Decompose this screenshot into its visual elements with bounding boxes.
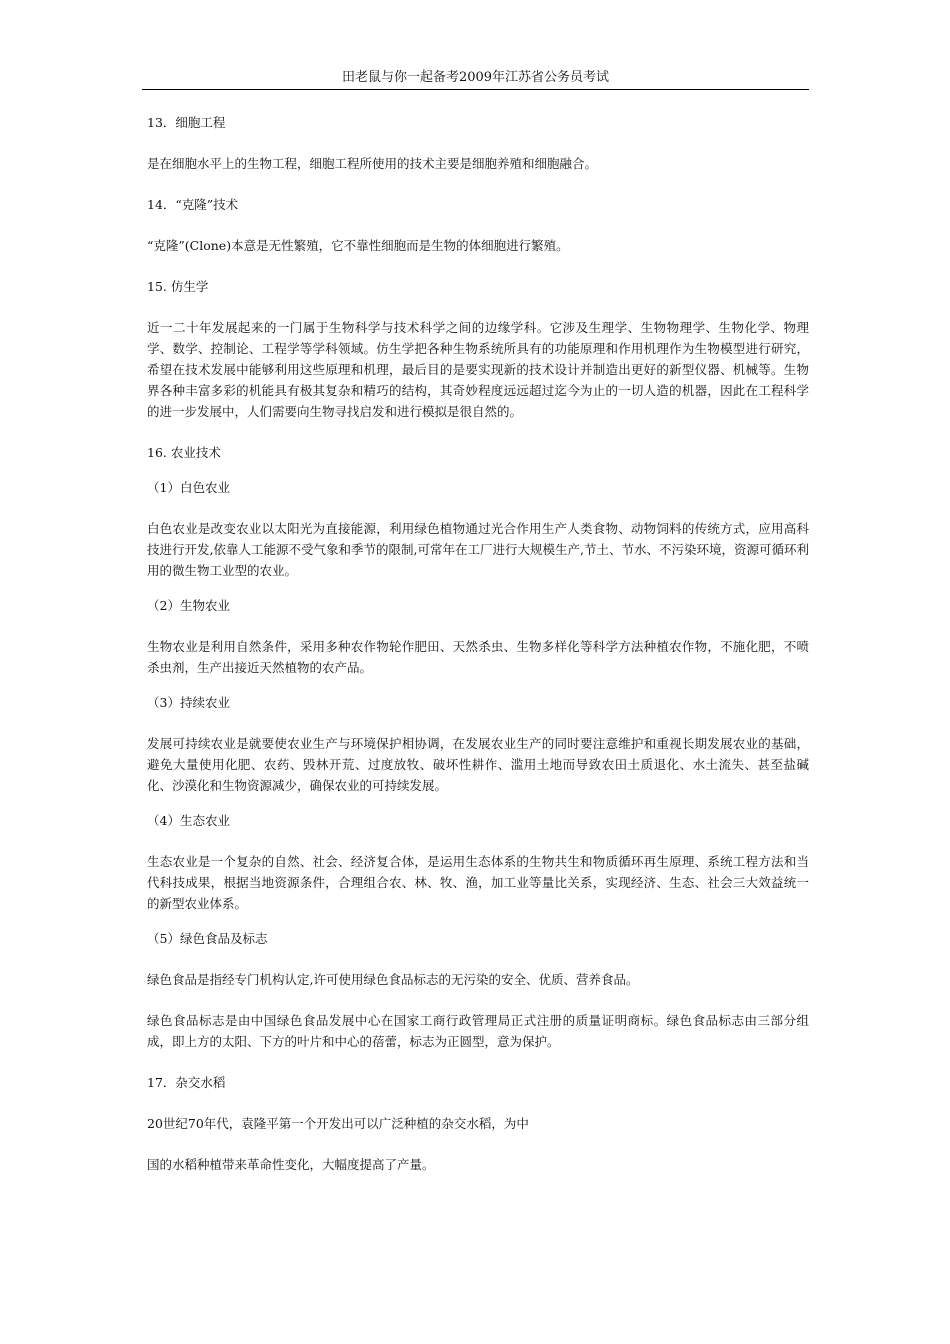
heading-cloning: 14．“克隆”技术: [147, 197, 239, 212]
heading-hybrid-rice: 17．杂交水稻: [147, 1075, 226, 1090]
paragraph-eco-agri: 生态农业是一个复杂的自然、社会、经济复合体，是运用生态体系的生物共生和物质循环再生原理、系统工程方法和当代科技成果，根据当地资源条件，合理组合农、林、牧、渔，加工业等量比关系，实现经济、生态、社会三大效益统一的新型农业体系。: [147, 854, 809, 911]
document-body: [147, 112, 809, 1195]
paragraph-green-food: 绿色食品是指经专门机构认定,许可使用绿色食品标志的无污染的安全、优质、营养食品。: [147, 972, 639, 987]
subheading-sustainable-agri: （3）持续农业: [147, 695, 230, 710]
subheading-bio-agri: （2）生物农业: [147, 598, 230, 613]
paragraph-cloning: “克隆”(Clone)本意是无性繁殖，它不靠性细胞而是生物的体细胞进行繁殖。: [147, 238, 569, 253]
paragraph-white-agri: 白色农业是改变农业以太阳光为直接能源，利用绿色植物通过光合作用生产人类食物、动物饲料的传统方式，应用高科技进行开发,依靠人工能源不受气象和季节的限制,可常年在工厂进行大规模生产,节土、节水、不污染环境，资源可循环利用的微生物工业型的农业。: [147, 521, 809, 578]
heading-bionics: 15. 仿生学: [147, 279, 209, 294]
heading-cell-engineering: 13．细胞工程: [147, 115, 226, 130]
paragraph-hybrid-rice-1: 20世纪70年代，袁隆平第一个开发出可以广泛种植的杂交水稻，为中: [147, 1116, 529, 1131]
paragraph-green-food-logo: 绿色食品标志是由中国绿色食品发展中心在国家工商行政管理局正式注册的质量证明商标。绿色食品标志由三部分组成，即上方的太阳、下方的叶片和中心的蓓蕾，标志为正圆型，意为保护。: [147, 1013, 809, 1049]
paragraph-cell-engineering: 是在细胞水平上的生物工程，细胞工程所使用的技术主要是细胞养殖和细胞融合。: [147, 156, 598, 171]
subheading-green-food: （5）绿色食品及标志: [147, 931, 268, 946]
subheading-eco-agri: （4）生态农业: [147, 813, 230, 828]
page-header: 田老鼠与你一起备考2009年江苏省公务员考试: [142, 70, 809, 90]
subheading-white-agri: （1）白色农业: [147, 480, 230, 495]
paragraph-hybrid-rice-2: 国的水稻种植带来革命性变化，大幅度提高了产量。: [147, 1157, 435, 1172]
heading-agri-tech: 16. 农业技术: [147, 445, 221, 460]
paragraph-sustainable-agri: 发展可持续农业是就要使农业生产与环境保护相协调，在发展农业生产的同时要注意维护和重视长期发展农业的基础，避免大量使用化肥、农药、毁林开荒、过度放牧、破坏性耕作、滥用土地而导致农田土质退化、水土流失、甚至盐碱化、沙漠化和生物资源减少，确保农业的可持续发展。: [147, 736, 809, 793]
paragraph-bio-agri: 生物农业是利用自然条件，采用多种农作物轮作肥田、天然杀虫、生物多样化等科学方法种植农作物，不施化肥，不喷杀虫剂，生产出接近天然植物的农产品。: [147, 639, 809, 675]
paragraph-bionics: 近一二十年发展起来的一门属于生物科学与技术科学之间的边缘学科。它涉及生理学、生物物理学、生物化学、物理学、数学、控制论、工程学等学科领域。仿生学把各种生物系统所具有的功能原理和作用机理作为生物模型进行研究，希望在技术发展中能够利用这些原理和机理，最后目的是要实现新的技术设计并制造出更好的新型仪器、机械等。生物界各种丰富多彩的机能具有极其复杂和精巧的结构，其奇妙程度远远超过迄今为止的一切人造的机器，因此在工程科学的进一步发展中，人们需要向生物寻找启发和进行模拟是很自然的。: [147, 320, 809, 419]
